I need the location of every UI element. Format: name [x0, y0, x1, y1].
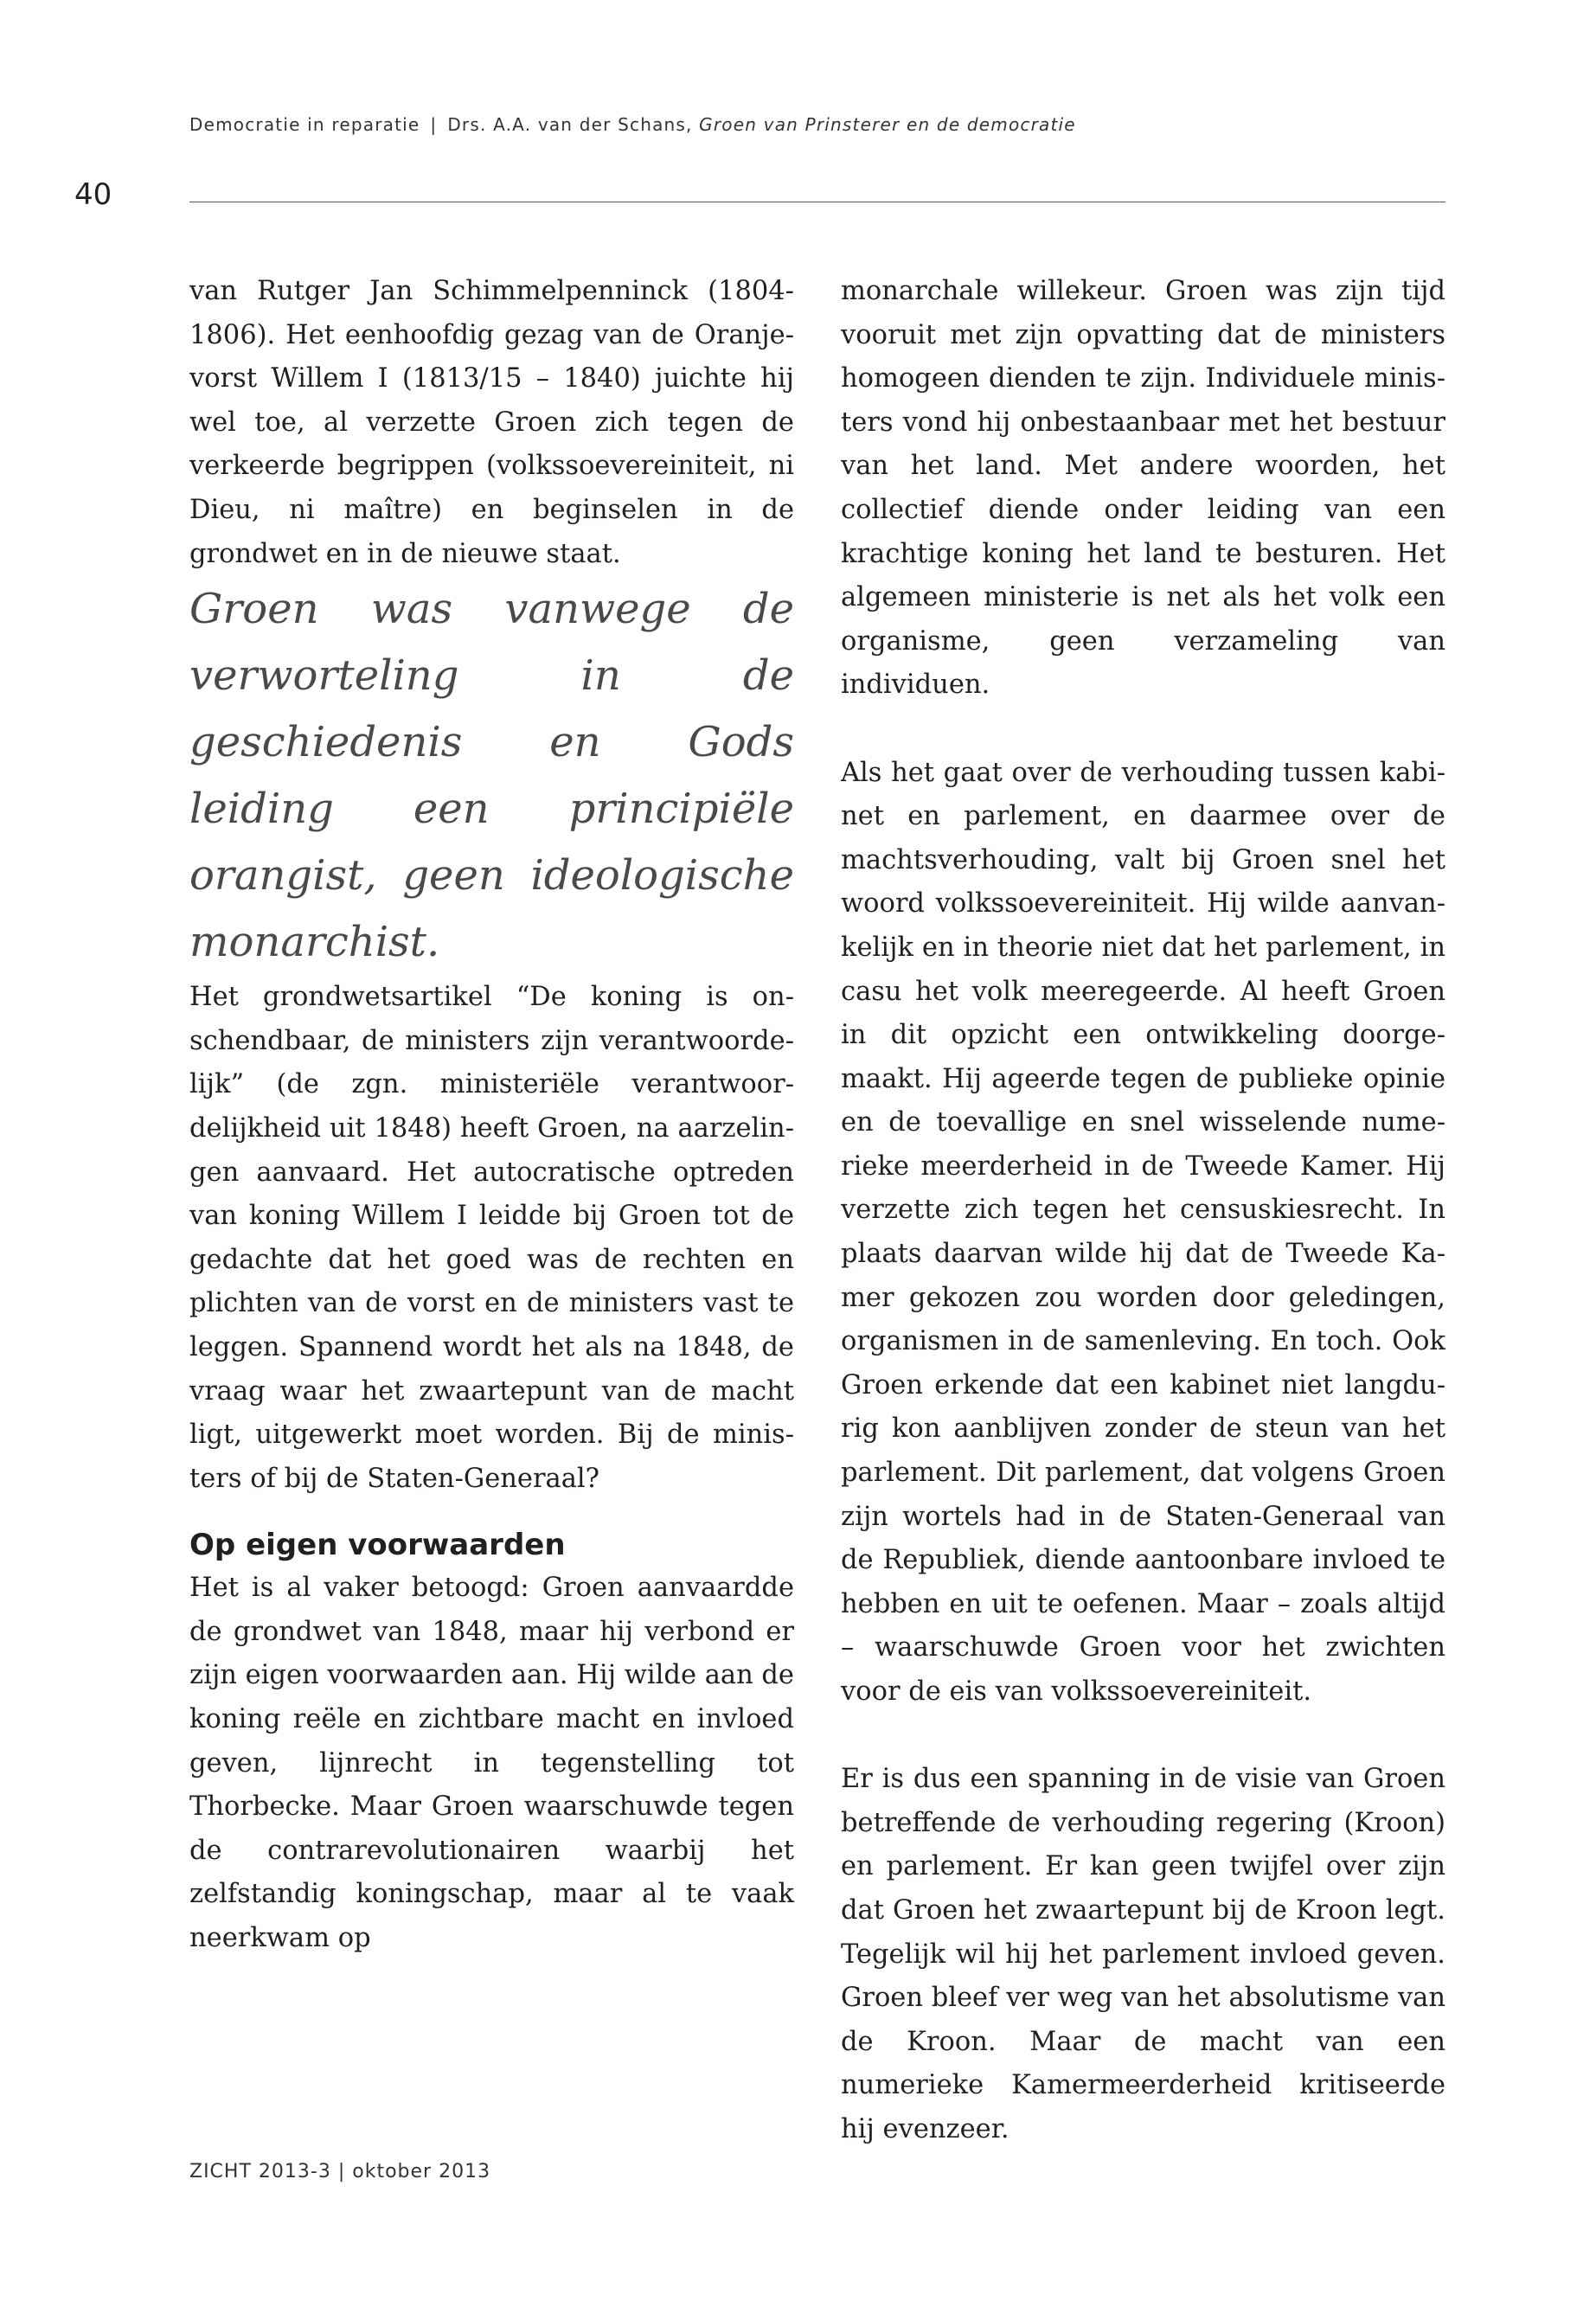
body-paragraph: monarchale willekeur. Groen was zijn tijd vooruit met zijn opvatting dat de ministers homogeen dienden te zijn. Individuele ministers vond hij onbestaanbaar met het bestuur van het land. Met andere woorden, het collectief diende onder leiding van een krachtige koning het land te besturen. Het algemeen ministerie is net als het volk een organisme, geen verzameling van individuen.: [841, 276, 1445, 701]
footer-separator: |: [337, 2161, 346, 2182]
body-paragraph: Het is al vaker betoogd: Groen aanvaardde de grondwet van 1848, maar hij verbond er zijn eigen voorwaarden aan. Hij wilde aan de koning reële en zichtbare macht en invloed geven, lijnrecht in tegenstelling tot Thorbecke. Maar Groen waarschuwde tegen de contrarevolutionairen waarbij het zelfstandig koningschap, maar al te vaak neerkwam op: [189, 1573, 794, 1954]
article-title: Groen van Prinsterer en de democratie: [699, 114, 1076, 135]
pull-quote: Groen was vanwege de verworteling in de geschiedenis en Gods leiding een principiële orangist, geen ideologische monarchist.: [189, 585, 794, 967]
page-number: 40: [74, 177, 112, 212]
footer-issue: ZICHT 2013-3: [189, 2161, 331, 2182]
body-paragraph: Het grondwetsartikel “De koning is onschendbaar, de ministers zijn verantwoordelijk” (de zgn. ministeriële verantwoordelijkheid uit 1848) heeft Groen, na aarzelingen aanvaard. Het autocratische optreden van koning Willem I leidde bij Groen tot de gedachte dat het goed was de rechten en plichten van de vorst en de ministers vast te leggen. Spannend wordt het als na 1848, de vraag waar het zwaartepunt van de macht ligt, uitgewerkt moet worden. Bij de ministers of bij de Staten-Generaal?: [189, 982, 794, 1494]
body-paragraph: Er is dus een spanning in de visie van Groen betreffende de verhouding regering (Kroon) en parlement. Er kan geen twijfel over zijn dat Groen het zwaartepunt bij de Kroon legt. Tegelijk wil hij het parlement invloed geven. Groen bleef ver weg van het absolutisme van de Kroon. Maar de macht van een numerieke Kamermeerderheid kritiseerde hij evenzeer.: [841, 1764, 1445, 2144]
body-paragraph: van Rutger Jan Schimmelpenninck (1804-1806). Het eenhoofdig gezag van de Oranjevorst Willem I (1813/15 – 1840) juichte hij wel toe, al verzette Groen zich tegen de verkeerde begrippen (volkssoevereiniteit, ni Dieu, ni maître) en beginselen in de grondwet en in de nieuwe staat.: [189, 276, 794, 569]
right-column: [841, 270, 1445, 2152]
article-author: Drs. A.A. van der Schans,: [447, 114, 693, 135]
running-head-separator: |: [430, 114, 438, 135]
footer-date: oktober 2013: [352, 2161, 491, 2182]
body-paragraph: Als het gaat over de verhouding tussen kabinet en parlement, en daarmee over de machtsverhouding, valt bij Groen snel het woord volkssoevereiniteit. Hij wilde aanvankelijk en in theorie niet dat het parlement, in casu het volk meeregeerde. Al heeft Groen in dit opzicht een ontwikkeling doorgemaakt. Hij ageerde tegen de publieke opinie en de toevallige en snel wisselende numerieke meerderheid in de Tweede Kamer. Hij verzette zich tegen het censuskiesrecht. In plaats daarvan wilde hij dat de Tweede Kamer gekozen zou worden door geledingen, organismen in de samenleving. En toch. Ook Groen erkende dat een kabinet niet langdurig kon aanblijven zonder de steun van het parlement. Dit parlement, dat volgens Groen zijn wortels had in de Staten-Generaal van de Republiek, diende aantoonbare invloed te hebben en uit te oefenen. Maar – zoals altijd – waarschuwde Groen voor het zwichten voor de eis van volkssoevereiniteit.: [841, 757, 1445, 1707]
section-heading: Op eigen voorwaarden: [189, 1528, 566, 1563]
running-head: [189, 114, 1076, 135]
page-footer: [189, 2161, 490, 2182]
left-column: [189, 270, 794, 1961]
journal-title: Democratie in reparatie: [189, 114, 420, 135]
